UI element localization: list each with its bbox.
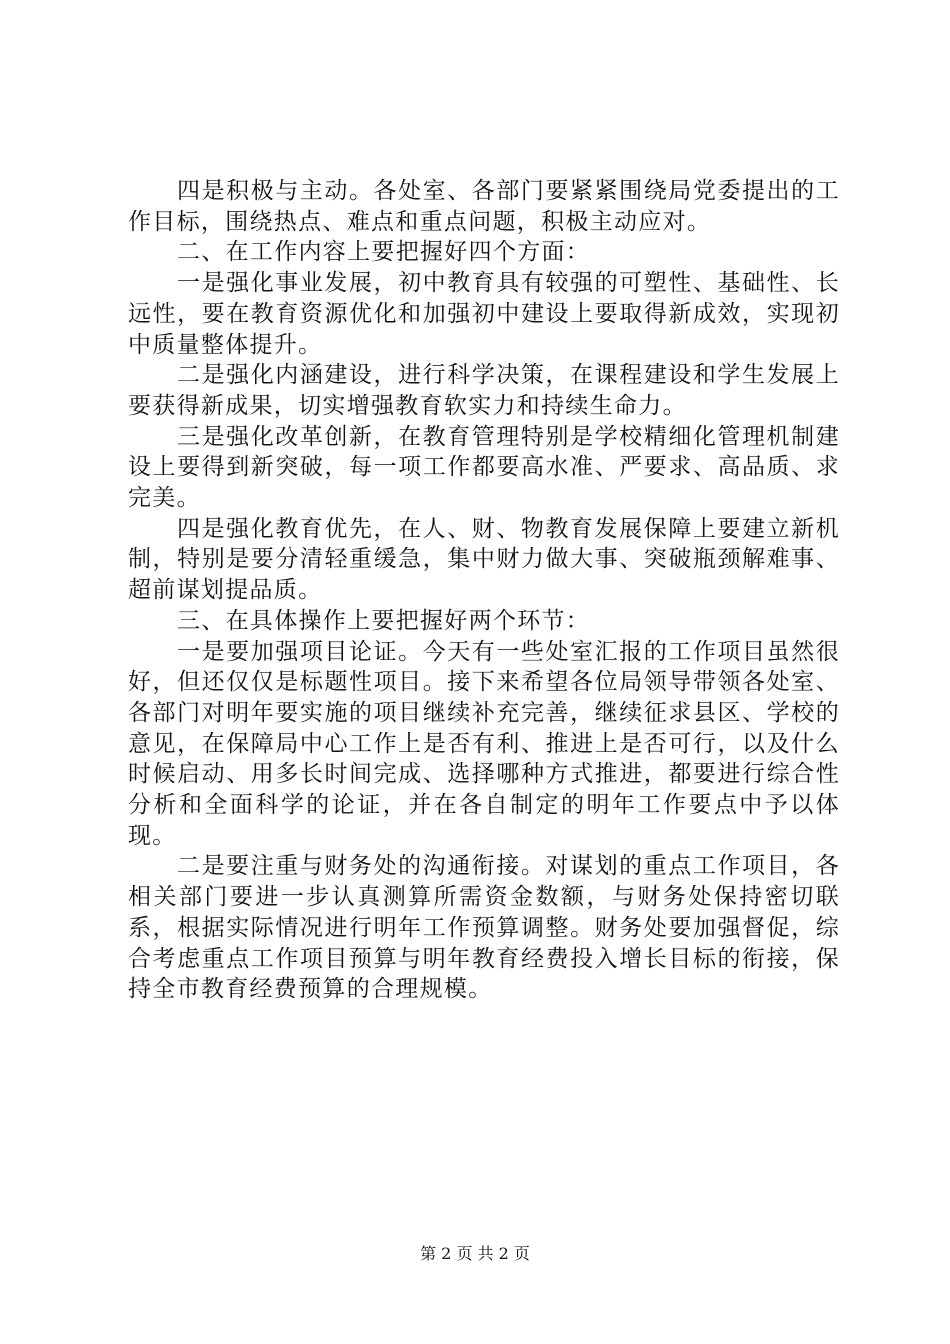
section-heading-2: 二、在工作内容上要把握好四个方面：: [177, 239, 591, 266]
paragraph-8: 一是要加强项目论证。今天有一些处室汇报的工作项目虽然很好，但还仅仅是标题性项目。接下来希望各位局领导带领各处室、各部门对明年要实施的项目继续补充完善，继续征求县区、学校的意见，在保障局中心工作上是否有利、推进上是否可行，以及什么时候启动、用多长时间完成、选择哪种方式推进，都要进行综合性分析和全面科学的论证，并在各自制定的明年工作要点中予以体现。: [128, 638, 840, 849]
paragraph-3: 一是强化事业发展，初中教育具有较强的可塑性、基础性、长远性，要在教育资源优化和加强初中建设上要取得新成效，实现初中质量整体提升。: [128, 270, 840, 358]
section-heading-3: 三、在具体操作上要把握好两个环节：: [177, 607, 591, 634]
paragraph-5: 三是强化改革创新，在教育管理特别是学校精细化管理机制建设上要得到新突破，每一项工作都要高水准、严要求、高品质、求完美。: [128, 423, 840, 512]
paragraph-4: 二是强化内涵建设，进行科学决策，在课程建设和学生发展上要获得新成果，切实增强教育软实力和持续生命力。: [128, 362, 840, 419]
paragraph-1: 四是积极与主动。各处室、各部门要紧紧围绕局党委提出的工作目标，围绕热点、难点和重点问题，积极主动应对。: [128, 178, 840, 235]
paragraph-6: 四是强化教育优先，在人、财、物教育发展保障上要建立新机制，特别是要分清轻重缓急，集中财力做大事、突破瓶颈解难事、超前谋划提品质。: [128, 515, 840, 604]
document-body: [128, 176, 840, 1005]
paragraph-9: 二是要注重与财务处的沟通衔接。对谋划的重点工作项目，各相关部门要进一步认真测算所需资金数额，与财务处保持密切联系，根据实际情况进行明年工作预算调整。财务处要加强督促，综合考虑重点工作项目预算与明年教育经费投入增长目标的衔接，保持全市教育经费预算的合理规模。: [128, 853, 840, 1003]
page-number-footer: 第 2 页 共 2 页: [420, 1244, 530, 1263]
